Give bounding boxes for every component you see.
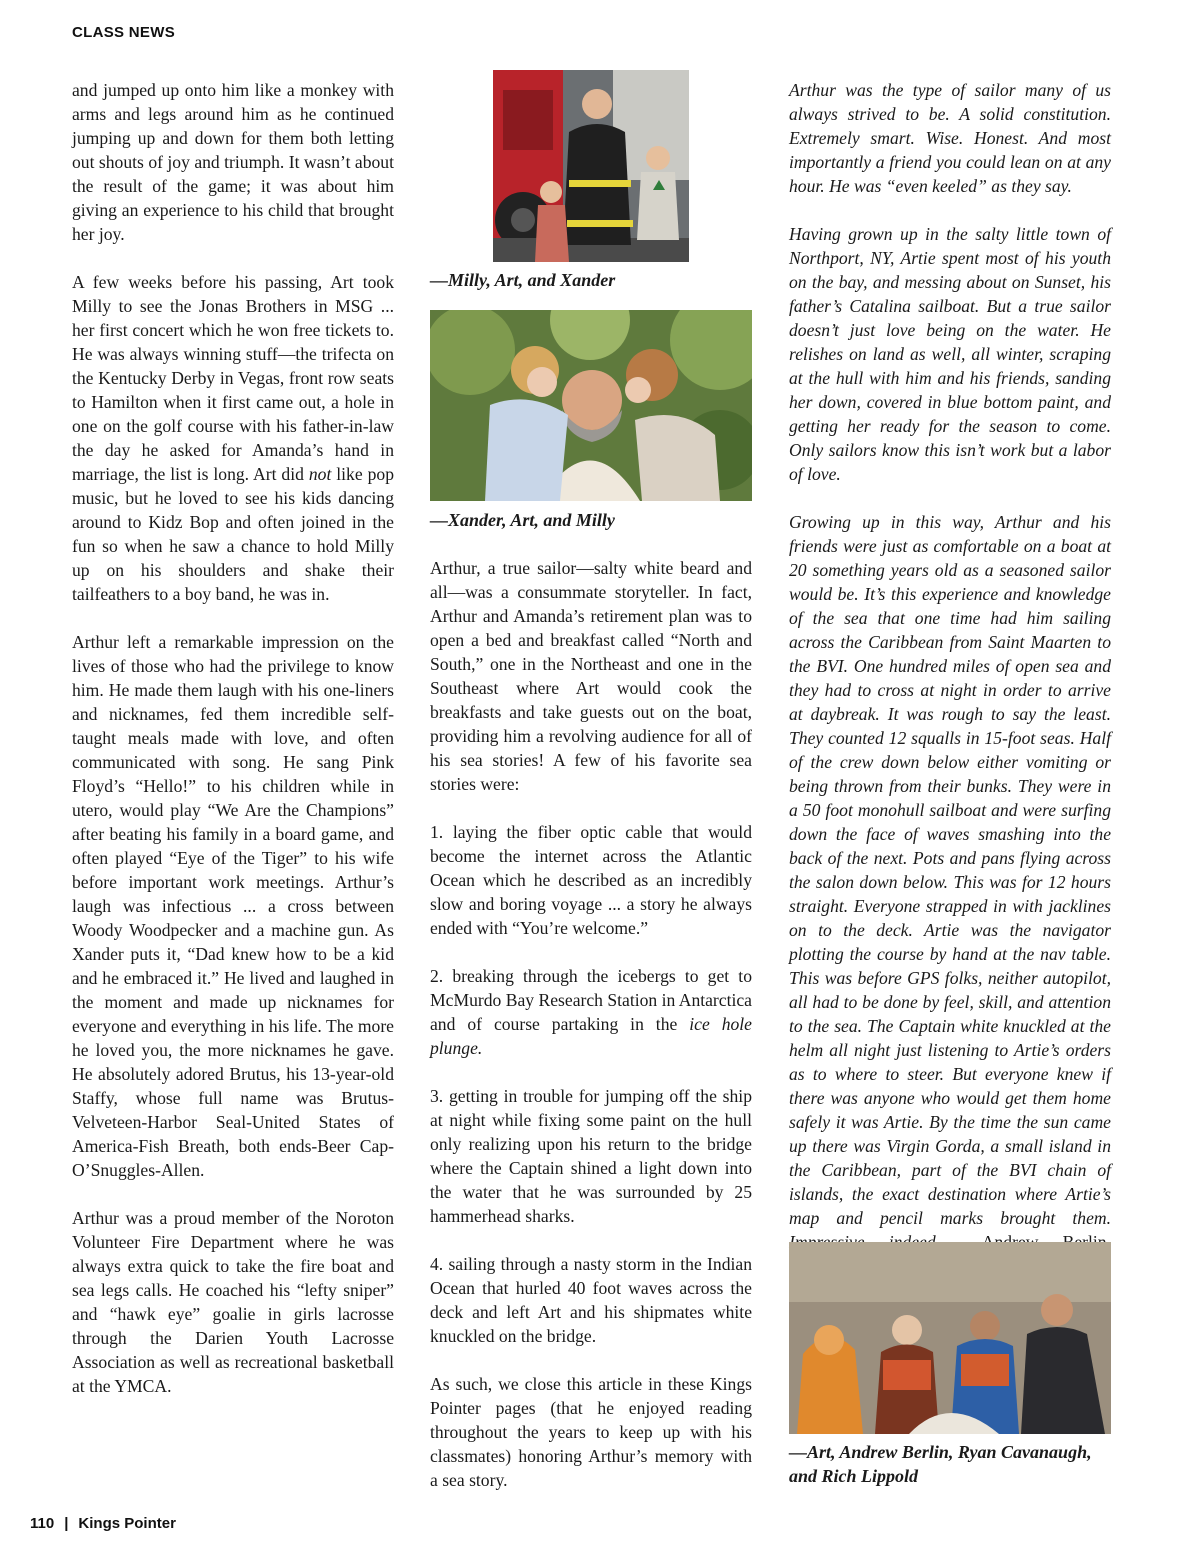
paragraph: Arthur left a remarkable impression on the lives of those who had the privilege to know him. He made them laugh with his one-liners and nicknames, fed them incredible self-taught meals made with love, and often communicated with song. He sang Pink Floyd’s “Hello!” to his children while in utero, would play “We Are the Champions” after beating his family in a board game, and often played “Eye of the Tiger” to his wife before important work meetings. Arthur’s laugh was infectious ... a cross between Woody Woodpecker and a machine gun. As Xander puts it, “Dad knew how to be a kid and he embraced it.” He lived and laughed in the moment and made up nicknames for everyone and everything in his life. The more he loved you, the more nicknames he gave. He absolutely adored Brutus, his 13-year-old Staffy, whose full name was Brutus-Velveteen-Harbor Seal-United States of America-Fish Breath, both ends-Beer Cap-O’Snuggles-Allen. [72, 632, 394, 1180]
paragraph: 1. laying the fiber optic cable that would become the internet across the Atlantic Ocean which he described as an incredibly slow and boring voyage ... a story he always ended with “You’re welcome.” [430, 822, 752, 938]
photo-caption: —Xander, Art, and Milly [430, 510, 615, 530]
photo-milly-art-xander [493, 70, 689, 262]
paragraph: Arthur, a true sailor—salty white beard and all—was a consummate storyteller. In fact, Arthur and Amanda’s retirement plan was to open a bed and breakfast called “North and South,” one in the Northeast and one in the Southeast where Art would cook the breakfasts and take guests out on the boat, providing him a revolving audience for all of his sea stories! A few of his favorite sea stories were: [430, 558, 752, 794]
page-number: 110 [30, 1515, 55, 1532]
paragraph: Arthur was a proud member of the Noroton Volunteer Fire Department where he was always extra quick to take the fire boat and sea legs calls. He coached his “lefty sniper” and “hawk eye” goalie in girls lacrosse through the Darien Youth Lacrosse Association as well as recreational basketball at the YMCA. [72, 1208, 394, 1396]
text-run: 2. breaking through the icebergs to get to McMurdo Bay Research Station in Antarctica and of course partaking in the [430, 966, 752, 1034]
paragraph [72, 270, 394, 606]
paragraph: As such, we close this article in these Kings Pointer pages (that he enjoyed reading throughout the years to keep up with his classmates) honoring Arthur’s memory with a sea story. [430, 1374, 752, 1490]
footer-separator: | [64, 1515, 69, 1532]
photo-xander-art-milly [430, 310, 752, 501]
emphasis-text: ice hole plunge. [430, 1014, 752, 1058]
article-column-1 [72, 78, 394, 1398]
paragraph: and jumped up onto him like a monkey with arms and legs around him as he continued jumping up and down for them both letting out shouts of joy and triumph. It wasn’t about the result of the game; it was about him giving an experience to his child that brought her joy. [72, 80, 394, 244]
article-column-3 [789, 78, 1111, 1278]
paragraph [789, 510, 1111, 1278]
emphasis-text: not [308, 464, 332, 484]
photo-caption: —Milly, Art, and Xander [430, 270, 616, 290]
photo-caption: —Art, Andrew Berlin, Ryan Cavanaugh, and Rich Lippold [789, 1442, 1092, 1486]
paragraph: 4. sailing through a nasty storm in the Indian Ocean that hurled 40 foot waves across the deck and left Art and his shipmates white knuckled on the bridge. [430, 1254, 752, 1346]
publication-name: Kings Pointer [78, 1515, 176, 1532]
paragraph: Arthur was the type of sailor many of us always strived to be. A solid constitution. Extremely smart. Wise. Honest. And most importantly a friend you could lean on at any hour. He was “even keeled” as they say. [789, 80, 1111, 196]
paragraph: Having grown up in the salty little town of Northport, NY, Artie spent most of his youth on the bay, and messing about on Sunset, his father’s Catalina sailboat. But a true sailor doesn’t just love being on the water. He relishes on land as well, all winter, scraping at the hull with him and his friends, sanding her down, covered in blue bottom paint, and getting her ready for the season to come. Only sailors know this isn’t work but a labor of love. [789, 224, 1111, 484]
article-column-2 [430, 556, 752, 1492]
photo-crew [789, 1242, 1111, 1434]
text-run: A few weeks before his passing, Art took Milly to see the Jonas Brothers in MSG ... her first concert which he won free tickets to. He was always winning stuff—the trifecta on the Kentucky Derby in Vegas, front row seats to Hamilton when it first came out, a hole in one on the golf course with his father-in-law the day he asked for Amanda’s hand in marriage, the list is long. Art did [72, 272, 394, 484]
text-run: Growing up in this way, Arthur and his friends were just as comfortable on a boat at 20 something years old as a seasoned sailor would be. It’s this experience and knowledge of the sea that one time had him sailing across the Caribbean from Saint Maarten to the BVI. One hundred miles of open sea and they had to cross at night in order to arrive at daybreak. It was rough to say the least. They counted 12 squalls in 15-foot seas. Half of the crew down below either vomiting or being thrown from their bunks. They were in a 50 foot monohull sailboat and were surfing down the face of waves smashing into the back of the next. Pots and pans flying across the salon down below. This was for 12 hours straight. Everyone strapped in with jacklines on to the deck. Artie was the navigator plotting the course by hand at the nav table. This was before GPS folks, neither autopilot, all had to be done by feel, skill, and attention to the sea. The Captain white knuckled at the helm all night just listening to Artie’s orders as to where to steer. But everyone knew if there was anyone who would get them home safely it was Artie. By the time the sun came up there was Virgin Gorda, a small island in the Caribbean, part of the BVI chain of islands, the exact destination where Artie’s map and pencil marks brought them. [789, 512, 1111, 1228]
section-header: CLASS NEWS [72, 24, 176, 41]
paragraph: 3. getting in trouble for jumping off the ship at night while fixing some paint on the hull only realizing upon his return to the bridge where the Captain shined a light down into the water that he was surrounded by 25 hammerhead sharks. [430, 1086, 752, 1226]
paragraph [430, 964, 752, 1060]
page-footer [30, 1515, 176, 1532]
text-run: like pop music, but he loved to see his kids dancing around to Kidz Bop and often joined in the fun so when he saw a chance to hold Milly up on his shoulders and shake their tailfeathers to a boy band, he was in. [72, 464, 394, 604]
